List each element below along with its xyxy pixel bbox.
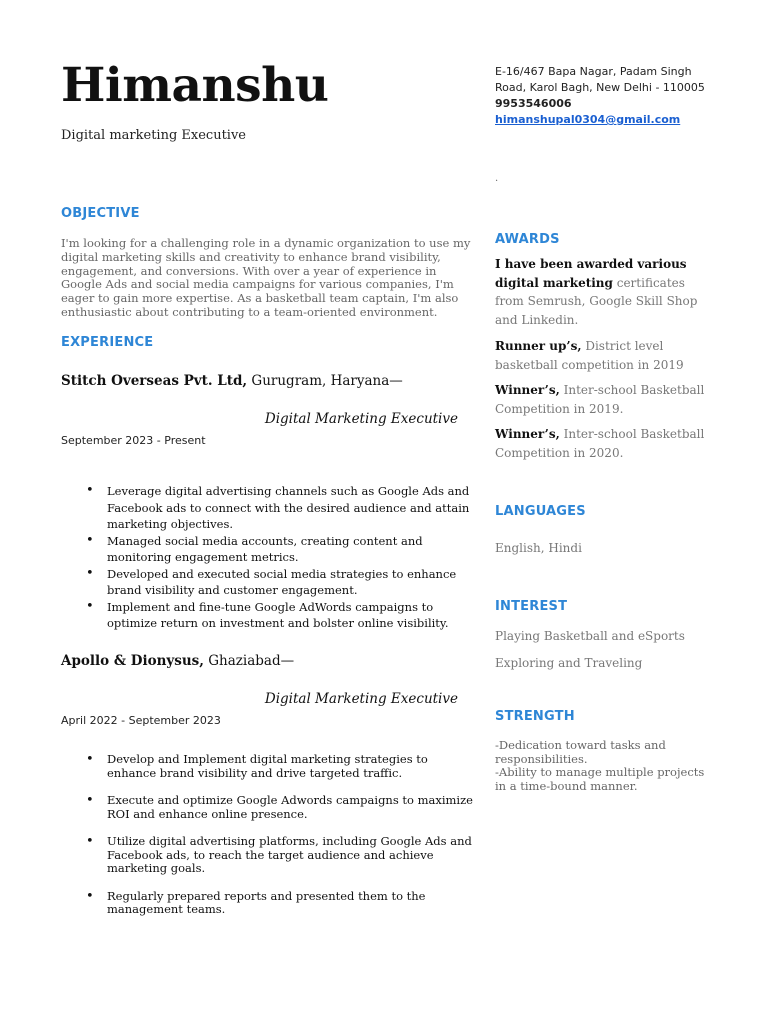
strength-text	[495, 739, 710, 793]
list-item: • Managed social media accounts, creating content and monitoring engagement metrics.	[107, 533, 477, 566]
award-detail: Inter-school Basketball Competition in 2019.	[495, 383, 705, 416]
separator-dot: .	[495, 173, 499, 184]
list-item: • Develop and Implement digital marketing strategies to enhance brand visibility and drive targeted traffic.	[107, 753, 477, 780]
list-item: • Implement and fine-tune Google AdWords campaigns to optimize return on investment and bolster online visibility.	[107, 599, 477, 632]
job-dates: April 2022 - September 2023	[61, 714, 221, 727]
company-location: Gurugram, Haryana—	[247, 373, 403, 389]
strength-line: -Ability to manage multiple projects in a time-bound manner.	[495, 765, 705, 793]
experience-heading: EXPERIENCE	[61, 335, 154, 350]
award-title: Runner up’s,	[495, 339, 582, 353]
job-bullets	[61, 753, 477, 931]
objective-text: I'm looking for a challenging role in a dynamic organization to use my digital marketing skills and creativity to enhance brand visibility, engagement, and conversions. With over a year of experience in Google Ads and social media campaigns for various companies, I'm eager to gain more expertise. As a basketball team captain, I'm also enthusiastic about contributing to a team-oriented environment.	[61, 236, 471, 319]
candidate-title: Digital marketing Executive	[61, 128, 246, 143]
phone-number: 9953546006	[495, 97, 572, 110]
job-company-line	[61, 373, 403, 389]
job-bullets	[61, 483, 477, 632]
languages-heading: LANGUAGES	[495, 504, 586, 519]
award-title: Winner’s,	[495, 427, 560, 441]
strength-heading: STRENGTH	[495, 709, 575, 724]
award-item	[495, 337, 707, 374]
list-item: • Utilize digital advertising platforms, including Google Ads and Facebook ads, to reach the target audience and achieve marketing goals.	[107, 835, 477, 876]
interest-item: Exploring and Traveling	[495, 656, 643, 670]
objective-heading: OBJECTIVE	[61, 206, 140, 221]
job-company-line	[61, 653, 294, 669]
award-detail: Inter-school Basketball Competition in 2020.	[495, 427, 705, 460]
award-detail: certificates from Semrush, Google Skill Shop and Linkedin.	[495, 275, 698, 327]
address-line-2: Road, Karol Bagh, New Delhi - 110005	[495, 81, 705, 94]
address-line-1: E-16/467 Bapa Nagar, Padam Singh	[495, 65, 692, 78]
list-item: • Leverage digital advertising channels such as Google Ads and Facebook ads to connect with the desired audience and attain marketing objectives.	[107, 483, 477, 533]
award-item	[495, 425, 707, 462]
job-role: Digital Marketing Executive	[264, 691, 458, 707]
candidate-name: Himanshu	[61, 58, 329, 113]
award-title: I have been awarded various digital marketing	[495, 257, 687, 290]
company-name: Stitch Overseas Pvt. Ltd,	[61, 373, 248, 389]
award-item	[495, 255, 707, 329]
company-name: Apollo & Dionysus,	[61, 653, 204, 669]
strength-line: -Dedication toward tasks and responsibilities.	[495, 738, 666, 766]
email-link[interactable]: himanshupal0304@gmail.com	[495, 113, 681, 126]
awards-heading: AWARDS	[495, 232, 560, 247]
job-dates: September 2023 - Present	[61, 434, 206, 447]
company-location: Ghaziabad—	[203, 653, 295, 669]
award-title: Winner’s,	[495, 383, 560, 397]
languages-text: English, Hindi	[495, 541, 582, 555]
list-item: • Regularly prepared reports and presented them to the management teams.	[107, 890, 477, 917]
list-item: • Execute and optimize Google Adwords campaigns to maximize ROI and enhance online presence.	[107, 794, 477, 821]
interest-item: Playing Basketball and eSports	[495, 629, 685, 643]
contact-block	[495, 64, 735, 128]
interest-heading: INTEREST	[495, 599, 568, 614]
list-item: • Developed and executed social media strategies to enhance brand visibility and customer engagement.	[107, 566, 477, 599]
award-item	[495, 381, 707, 418]
job-role: Digital Marketing Executive	[264, 411, 458, 427]
award-detail: District level basketball competition in 2019	[495, 339, 684, 372]
